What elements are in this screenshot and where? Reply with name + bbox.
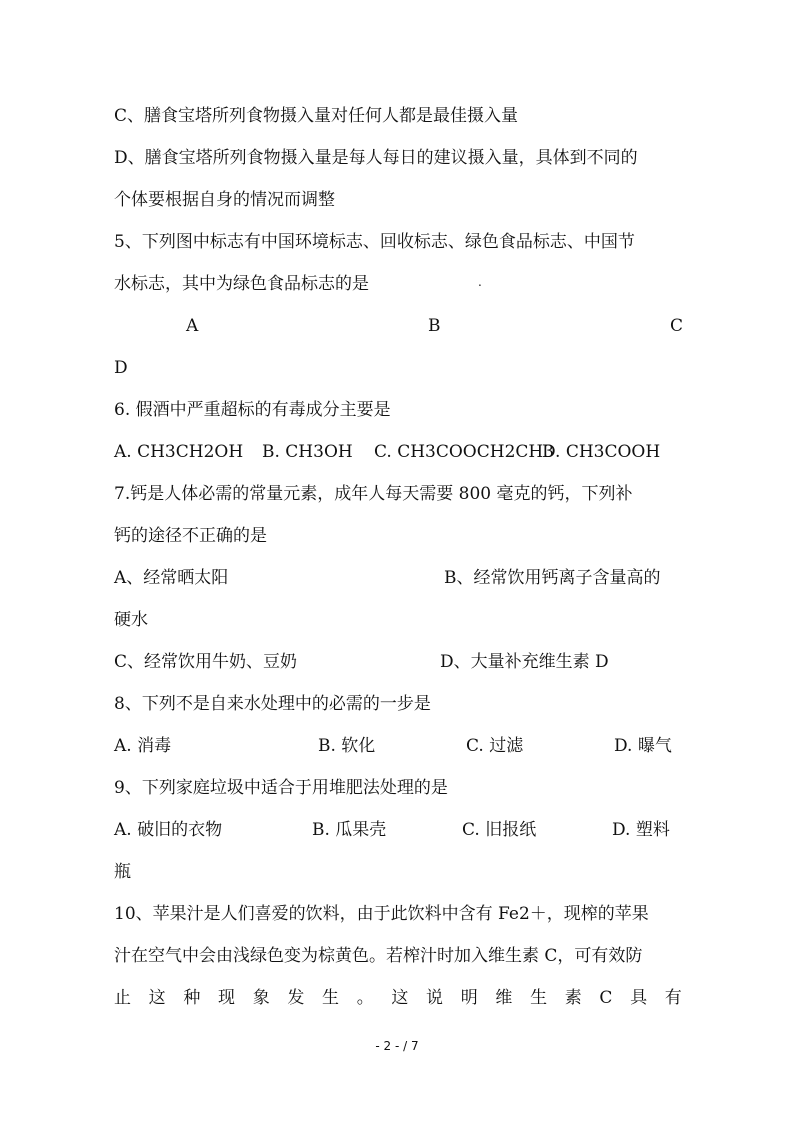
q8-option-c: C. 过滤 (466, 736, 524, 756)
q10-line3-char: 象 (252, 988, 270, 1008)
q8-stem: 8、下列不是自来水处理中的必需的一步是 (114, 694, 431, 714)
q6-stem: 6. 假酒中严重超标的有毒成分主要是 (114, 400, 391, 420)
q6-option-c: C. CH3COOCH2CH3 (374, 442, 555, 462)
q5-blank-mark: . (478, 275, 482, 289)
q5-label-a: A (186, 316, 199, 336)
q9-option-c: C. 旧报纸 (462, 820, 537, 840)
q4-option-d-line2: 个体要根据自身的情况而调整 (114, 190, 335, 210)
q10-line3-char: 明 (460, 988, 478, 1008)
q8-option-a: A. 消毒 (114, 736, 172, 756)
q7-stem-line2: 钙的途径不正确的是 (114, 526, 267, 546)
q9-option-b: B. 瓜果壳 (312, 820, 387, 840)
q9-stem: 9、下列家庭垃圾中适合于用堆肥法处理的是 (114, 778, 448, 798)
q10-stem-line2: 汁在空气中会由浅绿色变为棕黄色。若榨汁时加入维生素 C，可有效防 (114, 946, 643, 966)
q10-line3-char: 。 (356, 988, 374, 1008)
q8-option-b: B. 软化 (318, 736, 376, 756)
q10-stem-line3 (114, 986, 682, 1010)
q6-option-d: D. CH3COOH (542, 442, 661, 462)
q10-line3-char: 素 (564, 988, 582, 1008)
q10-line3-char: 种 (183, 988, 201, 1008)
q10-line3-char: 生 (322, 988, 340, 1008)
q6-option-a: A. CH3CH2OH (114, 442, 244, 462)
q10-line3-char: 止 (114, 988, 131, 1008)
q10-line3-char: 这 (148, 988, 166, 1008)
q10-line3-char: 具 (630, 988, 648, 1008)
q10-stem-line1: 10、苹果汁是人们喜爱的饮料，由于此饮料中含有 Fe2＋，现榨的苹果 (114, 904, 649, 924)
q9-option-d-line1: D. 塑料 (612, 820, 670, 840)
q7-option-b-line1: B、经常饮用钙离子含量高的 (444, 568, 661, 588)
q7-option-a: A、经常晒太阳 (114, 568, 229, 588)
q10-line3-char: 说 (426, 988, 444, 1008)
q8-option-d: D. 曝气 (614, 736, 672, 756)
q6-option-b: B. CH3OH (262, 442, 353, 462)
q5-stem-line2: 水标志，其中为绿色食品标志的是 (114, 274, 369, 294)
q5-label-c: C (670, 316, 684, 336)
q4-option-c: C、膳食宝塔所列食物摄入量对任何人都是最佳摄入量 (114, 106, 519, 126)
q10-line3-char: 现 (218, 988, 236, 1008)
q5-label-b: B (428, 316, 441, 336)
q7-option-b-line2: 硬水 (114, 610, 148, 630)
q10-line3-char: 发 (287, 988, 305, 1008)
q10-line3-char: 生 (530, 988, 548, 1008)
page-indicator: - 2 - / 7 (375, 1039, 419, 1053)
q10-line3-char: 有 (664, 988, 682, 1008)
q9-option-d-line2: 瓶 (114, 862, 131, 882)
q7-option-c: C、经常饮用牛奶、豆奶 (114, 652, 298, 672)
q7-stem-line1: 7.钙是人体必需的常量元素，成年人每天需要 800 毫克的钙，下列补 (114, 484, 633, 504)
q10-line3-char: 维 (495, 988, 513, 1008)
q7-option-d: D、大量补充维生素 D (440, 652, 609, 672)
q9-option-a: A. 破旧的衣物 (114, 820, 223, 840)
q10-line3-char: C (599, 988, 613, 1008)
q10-line3-char: 这 (391, 988, 409, 1008)
q5-stem-line1: 5、下列图中标志有中国环境标志、回收标志、绿色食品标志、中国节 (114, 232, 635, 252)
q5-label-d: D (114, 358, 128, 378)
q4-option-d-line1: D、膳食宝塔所列食物摄入量是每人每日的建议摄入量，具体到不同的 (114, 148, 638, 168)
